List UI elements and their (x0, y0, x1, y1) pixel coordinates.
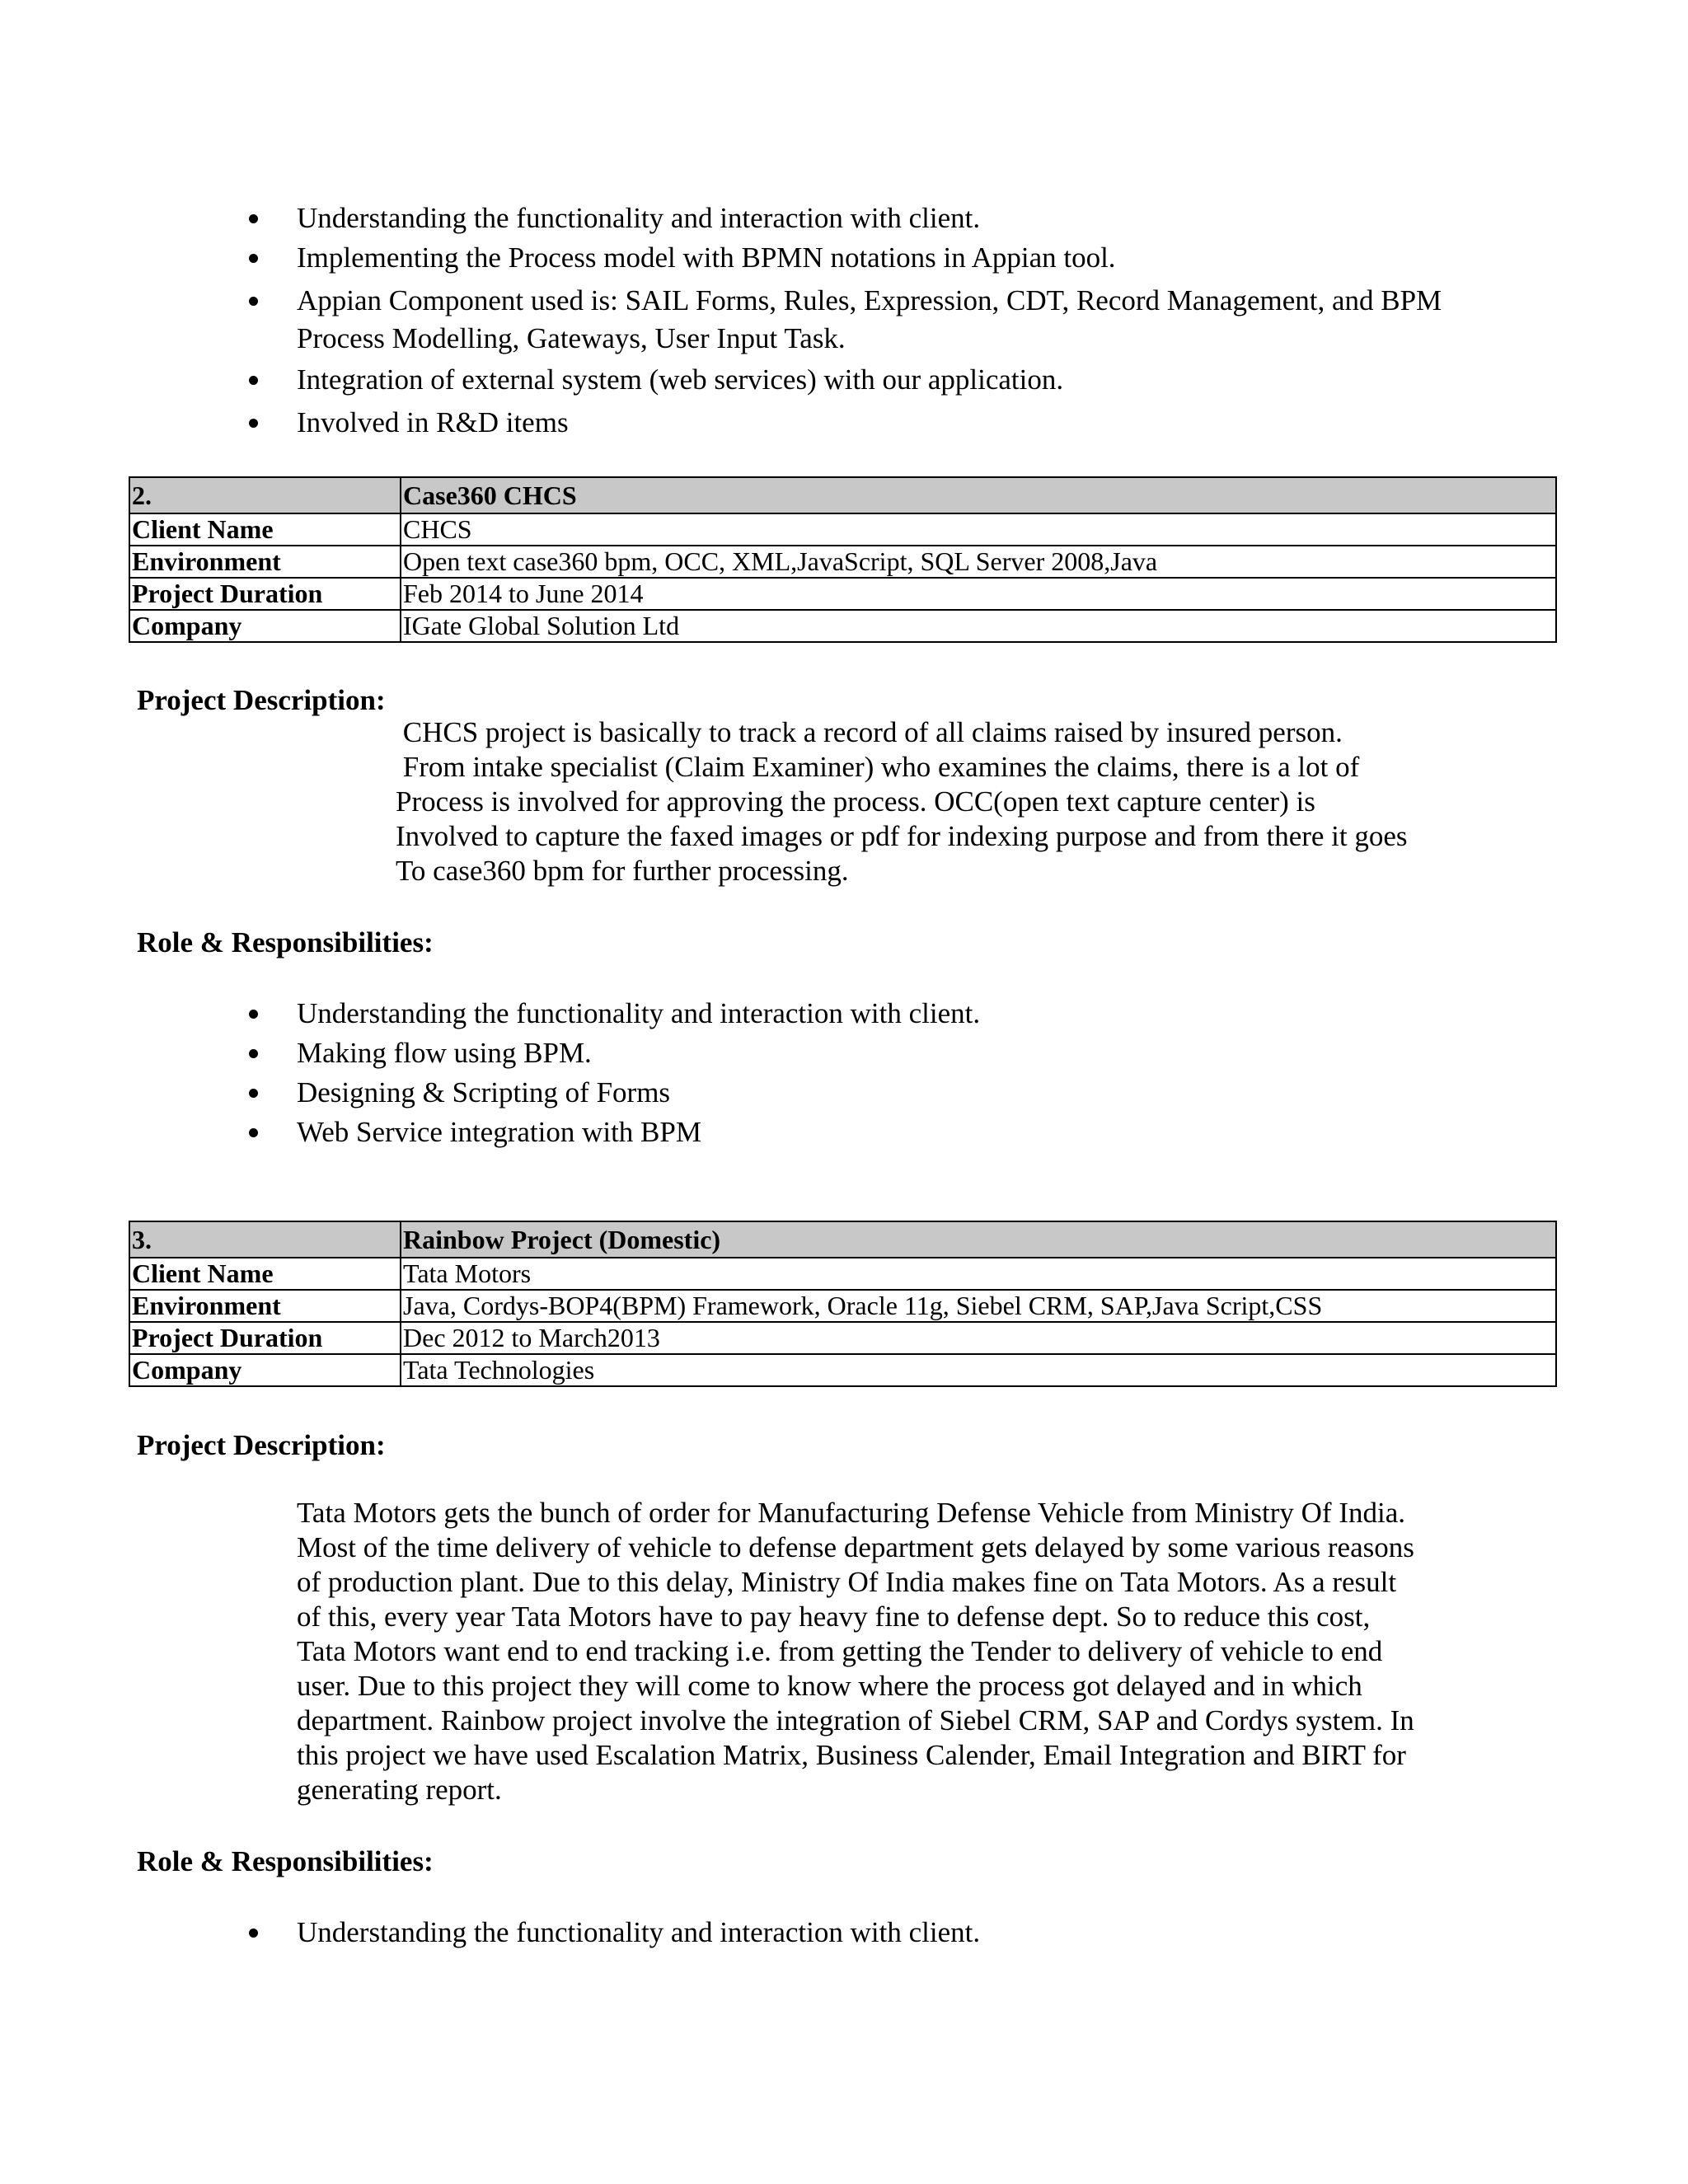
list-item: Understanding the functionality and interaction with client. (247, 1914, 1500, 1952)
description-line: Tata Motors want end to end tracking i.e. from getting the Tender to delivery of vehicle to end (297, 1635, 1383, 1667)
table-row (129, 1290, 1556, 1322)
table-row (129, 578, 1556, 610)
row-value: CHCS (401, 513, 1556, 546)
project2-roles-list (247, 995, 1500, 1151)
table-row (129, 1354, 1556, 1386)
row-label: Project Duration (129, 1322, 401, 1354)
description-line: department. Rainbow project involve the integration of Siebel CRM, SAP and Cordys system. In (297, 1704, 1414, 1736)
list-item: Involved in R&D items (247, 404, 1500, 442)
project3-description-heading: Project Description: (137, 1429, 386, 1461)
description-line: of production plant. Due to this delay, Ministry Of India makes fine on Tata Motors. As a result (297, 1566, 1397, 1598)
project-number: 2. (129, 477, 401, 513)
project3-description (297, 1496, 1414, 1807)
row-value: Dec 2012 to March2013 (401, 1322, 1556, 1354)
project2-description-heading: Project Description: (137, 684, 386, 716)
row-label: Environment (129, 546, 401, 578)
description-line: this project we have used Escalation Matrix, Business Calender, Email Integration and BIRT for (297, 1739, 1406, 1771)
project-title: Rainbow Project (Domestic) (401, 1221, 1556, 1258)
description-line: From intake specialist (Claim Examiner) who examines the claims, there is a lot of (396, 751, 1360, 783)
row-label: Client Name (129, 1258, 401, 1290)
list-item: Making flow using BPM. (247, 1034, 1500, 1072)
row-label: Environment (129, 1290, 401, 1322)
description-line: of this, every year Tata Motors have to pay heavy fine to defense dept. So to reduce this cost, (297, 1601, 1371, 1633)
description-line: Involved to capture the faxed images or pdf for indexing purpose and from there it goes (396, 820, 1408, 852)
table-row (129, 546, 1556, 578)
description-line: user. Due to this project they will come to know where the process got delayed and in which (297, 1670, 1362, 1702)
table-header-row (129, 1221, 1556, 1258)
table-row (129, 513, 1556, 546)
project-title: Case360 CHCS (401, 477, 1556, 513)
row-value: Feb 2014 to June 2014 (401, 578, 1556, 610)
project2-info-table (129, 476, 1557, 643)
list-item: Web Service integration with BPM (247, 1113, 1500, 1151)
project3-roles-heading: Role & Responsibilities: (137, 1845, 434, 1877)
list-item: Appian Component used is: SAIL Forms, Rules, Expression, CDT, Record Management, and BPM Process Modelling, Gateways, User Input Task. (247, 282, 1500, 358)
row-label: Company (129, 1354, 401, 1386)
table-header-row (129, 477, 1556, 513)
row-label: Client Name (129, 513, 401, 546)
list-item: Designing & Scripting of Forms (247, 1074, 1500, 1112)
project1-responsibilities-list (247, 199, 1500, 442)
row-value: IGate Global Solution Ltd (401, 610, 1556, 642)
table-row (129, 610, 1556, 642)
row-label: Company (129, 610, 401, 642)
description-line: Tata Motors gets the bunch of order for Manufacturing Defense Vehicle from Ministry Of India. (297, 1497, 1405, 1529)
row-value: Tata Technologies (401, 1354, 1556, 1386)
project3-roles-list (247, 1914, 1500, 1952)
table-row (129, 1258, 1556, 1290)
list-item: Understanding the functionality and interaction with client. (247, 995, 1500, 1033)
project2-description (396, 715, 1408, 888)
description-line: CHCS project is basically to track a record of all claims raised by insured person. (396, 716, 1343, 748)
list-item: Integration of external system (web services) with our application. (247, 361, 1500, 399)
description-line: Most of the time delivery of vehicle to defense department gets delayed by some various reasons (297, 1531, 1414, 1563)
project-number: 3. (129, 1221, 401, 1258)
row-value: Open text case360 bpm, OCC, XML,JavaScript, SQL Server 2008,Java (401, 546, 1556, 578)
project2-roles-heading: Role & Responsibilities: (137, 926, 434, 958)
row-value: Tata Motors (401, 1258, 1556, 1290)
description-line: Process is involved for approving the process. OCC(open text capture center) is (396, 785, 1315, 818)
description-line: To case360 bpm for further processing. (396, 855, 849, 887)
description-line: generating report. (297, 1774, 502, 1806)
list-item: Understanding the functionality and interaction with client. (247, 199, 1500, 237)
list-item: Implementing the Process model with BPMN notations in Appian tool. (247, 239, 1500, 277)
project3-info-table (129, 1221, 1557, 1387)
table-row (129, 1322, 1556, 1354)
row-value: Java, Cordys-BOP4(BPM) Framework, Oracle 11g, Siebel CRM, SAP,Java Script,CSS (401, 1290, 1556, 1322)
row-label: Project Duration (129, 578, 401, 610)
